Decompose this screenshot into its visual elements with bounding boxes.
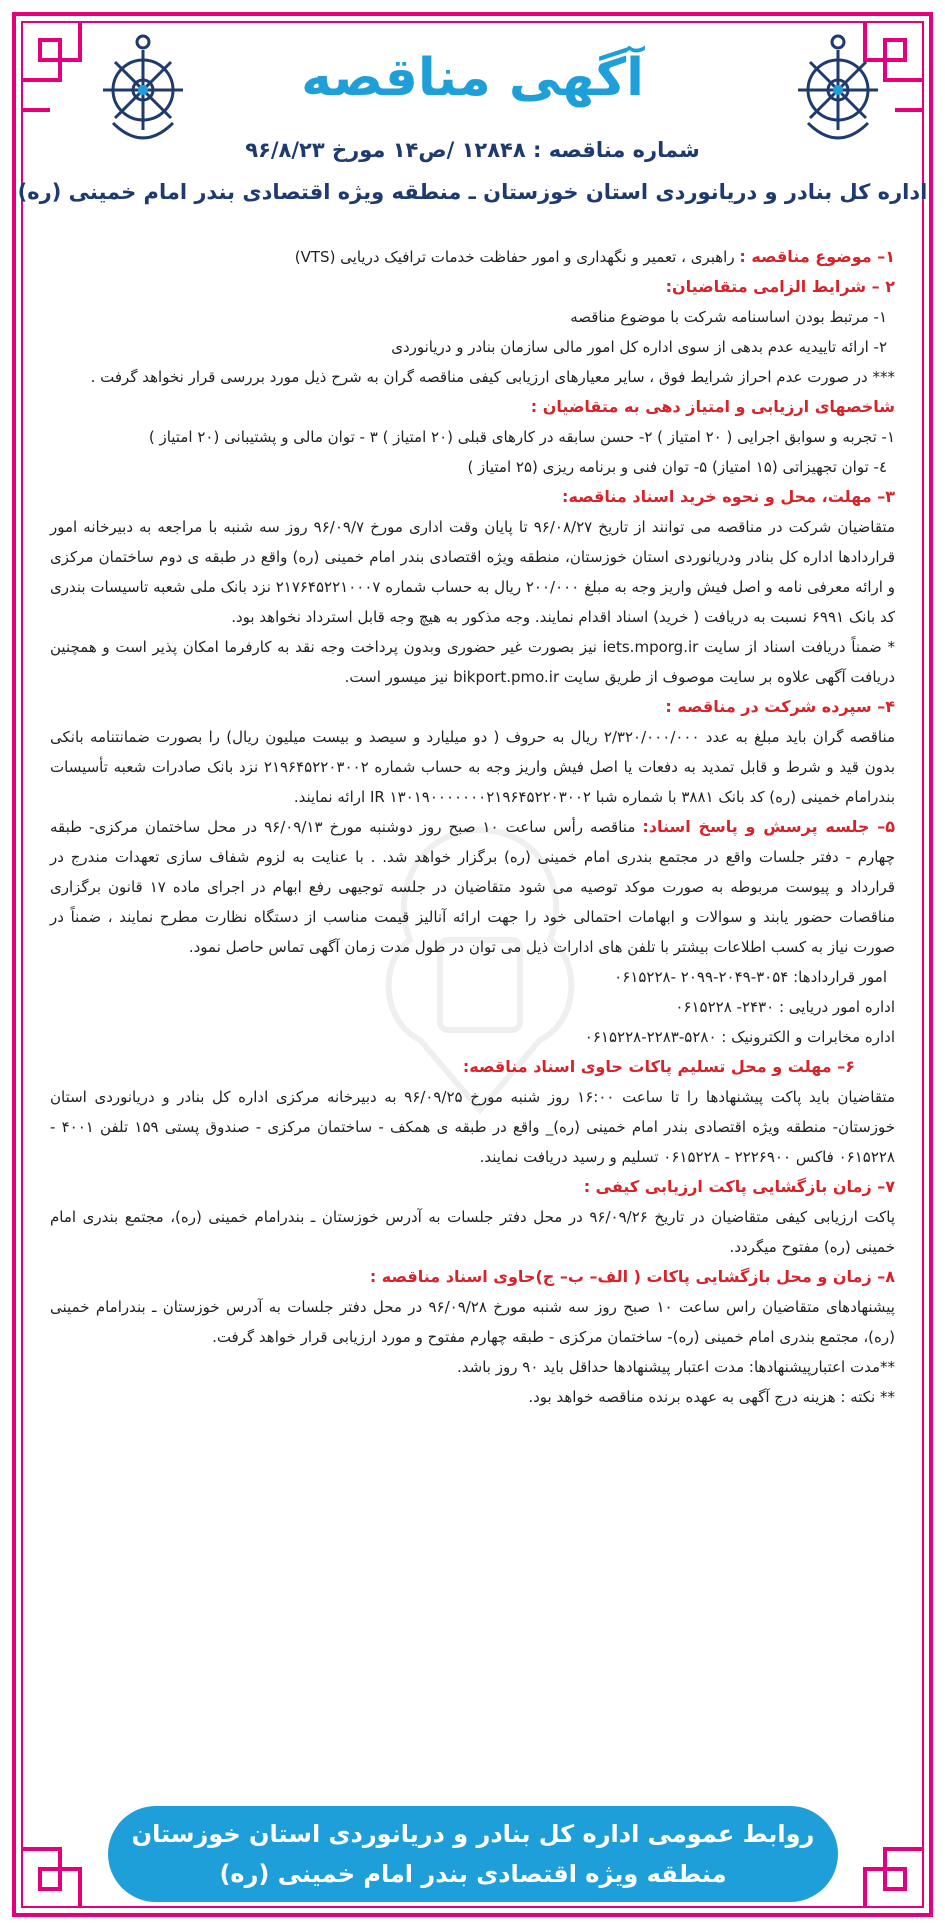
section-quality-opening-text: پاکت ارزیابی کیفی متقاضیان در تاریخ ۹۶/۰۹/۲۶ در محل دفتر جلسات به آدرس خوزستان ـ بندرامام خمینی (ره)، مجتمع بندری امام خمینی (ره) مفتوح میگردد. <box>50 1208 896 1256</box>
organization-name: اداره کل بنادر و دریانوردی استان خوزستان ـ منطقه ویژه اقتصادی بندر امام خمینی (ره) <box>17 180 928 204</box>
section-requirements-heading: ۲ – شرایط الزامی متقاضیان: <box>665 277 895 296</box>
phone-line: امور قراردادها: ۳۰۵۴-۲۰۴۹-۲۰۹۹ -۰۶۱۵۲۲۸ <box>614 968 887 986</box>
section-quality-opening-heading: ۷– زمان بازگشایی پاکت ارزیابی کیفی : <box>583 1177 895 1196</box>
requirements-note: *** در صورت عدم احراز شرایط فوق ، سایر معیارهای ارزیابی کیفی مناقصه گران به شرح ذیل مورد بررسی قرار نخواهد گرفت . <box>90 368 895 386</box>
section-meeting-heading: ۵– جلسه پرسش و پاسخ اسناد: <box>642 817 895 836</box>
cost-note: ** نکته : هزینه درج آگهی به عهده برنده مناقصه خواهد بود. <box>528 1388 895 1406</box>
section-deposit-heading: ۴– سپرده شرکت در مناقصه : <box>665 697 895 716</box>
footer-banner <box>108 1806 838 1902</box>
section-documents-heading: ۳– مهلت، محل و نحوه خرید اسناد مناقصه: <box>562 487 895 506</box>
section-opening-text: پیشنهادهای متقاضیان راس ساعت ۱۰ صبح روز سه شنبه مورخ ۹۶/۰۹/۲۸ در محل دفتر جلسات به آدرس خوزستان ـ بندرامام خمینی (ره)، مجتمع بندری امام خمینی (ره)- ساختمان مرکزی - طبقه چهارم مفتوح و مورد ارزیابی قرار خواهد گرفت. <box>50 1298 895 1346</box>
tender-body <box>50 242 895 1412</box>
tender-number: شماره مناقصه : ۱۲۸۴۸ /ص۱۴ مورخ ۹۶/۸/۲۳ <box>245 138 700 162</box>
section-subject <box>50 242 895 272</box>
section-subject-heading: ۱– موضوع مناقصه : <box>739 247 895 266</box>
phone-line: اداره امور دریایی : ۲۴۳۰- ۰۶۱۵۲۲۸ <box>675 998 895 1016</box>
footer-line-1: روابط عمومی اداره کل بنادر و دریانوردی استان خوزستان <box>131 1820 815 1848</box>
section-meeting <box>50 812 895 962</box>
requirement-item: ۲- ارائه تاییدیه عدم بدهی از سوی اداره کل امور مالی سازمان بنادر و دریانوردی <box>391 338 887 356</box>
section-documents-note: * ضمناً دریافت اسناد از سایت iets.mporg.ir نیز بصورت غیر حضوری وبدون پرداخت وجه نقد به کارفرما امکان پذیر است و همچنین دریافت آگهی علاوه بر سایت موصوف از طریق سایت bikport.pmo.ir نیز میسور است. <box>50 638 895 686</box>
criteria-line: ٤- توان تجهیزاتی (۱۵ امتیاز) ۵- توان فنی و برنامه ریزی (۲۵ امتیاز ) <box>467 458 887 476</box>
footer-line-2: منطقه ویژه اقتصادی بندر امام خمینی (ره) <box>219 1860 727 1888</box>
phone-line: اداره مخابرات و الکترونیک : ۵۲۸۰-۲۲۸۳-۰۶۱۵۲۲۸ <box>584 1028 895 1046</box>
section-meeting-text: مناقصه رأس ساعت ۱۰ صبح روز دوشنبه مورخ ۹۶/۰۹/۱۳ در محل ساختمان مرکزی- طبقه چهارم - دفتر جلسات واقع در مجتمع بندری امام خمینی (ره) برگزار خواهد شد. . با عنایت به لزوم شفاف سازی تعهدات مندرج در قرارداد و پیوست مربوطه به صورت موکد توصیه می شود متقاضیان در جلسه توجیهی رفع ابهام در اجرای ماده ۱۷ قانون برگزاری مناقصات حضور یابند و سوالات و ابهامات احتمالی خود را جهت ارائه آنالیز قیمت مناسب از دستگاه نظارت مطرح نمایند ، ضمناً در صورت نیاز به کسب اطلاعات بیشتر با تلفن های ادارات ذیل می توان در طول مدت زمان آگهی تماس حاصل نمود. <box>50 818 895 956</box>
requirement-item: ۱- مرتبط بودن اساسنامه شرکت با موضوع مناقصه <box>570 308 887 326</box>
criteria-heading: شاخصهای ارزیابی و امتیاز دهی به متقاضیان : <box>530 397 895 416</box>
validity-note: **مدت اعتبارپیشنهادها: مدت اعتبار پیشنهادها حداقل باید ۹۰ روز باشد. <box>457 1358 895 1376</box>
criteria-line: ۱- تجربه و سوابق اجرایی ( ۲۰ امتیاز ) ۲- حسن سابقه در کارهای قبلی (۲۰ امتیاز ) ۳ - توان مالی و پشتیبانی (۲۰ امتیاز ) <box>148 428 895 446</box>
section-submission-text: متقاضیان باید پاکت پیشنهادها را تا ساعت ۱۶:۰۰ روز شنبه مورخ ۹۶/۰۹/۲۵ به دبیرخانه مرکزی اداره کل بنادر و دریانوردی استان خوزستان- منطقه ویژه اقتصادی بندر امام خمینی (ره)_ واقع در طبقه ی همکف - ساختمان مرکزی - صندوق پستی ۱۵۹ تلفن ۴۰۰۱ - ۰۶۱۵۲۲۸ فاکس ۲۲۲۶۹۰۰ - ۰۶۱۵۲۲۸ تسلیم و رسید دریافت نمایند. <box>50 1088 896 1166</box>
section-opening-heading: ۸– زمان و محل بازگشایی پاکات ( الف– ب– ج)حاوی اسناد مناقصه : <box>369 1267 895 1286</box>
section-documents-text: متقاضیان شرکت در مناقصه می توانند از تاریخ ۹۶/۰۸/۲۷ تا پایان وقت اداری مورخ ۹۶/۰۹/۷ روز سه شنبه با مراجعه به دبیرخانه امور قراردادها اداره کل بنادر ودریانوردی استان خوزستان، منطقه ویژه اقتصادی بندر امام خمینی (ره) واقع در طبقه ی دوم ساختمان مرکزی و ارائه معرفی نامه و اصل فیش واریز وجه به مبلغ ۲۰۰/۰۰۰ ریال به حساب شماره ۲۱۷۶۴۵۲۲۱۰۰۰۷ نزد بانک ملی شعبه تاسیسات بندری کد بانک ۶۹۹۱ نسبت به دریافت ( خرید) اسناد اقدام نمایند. وجه مذکور به هیچ وجه قابل استرداد نخواهد بود. <box>50 518 896 626</box>
section-deposit-text: مناقصه گران باید مبلغ به عدد ۲/۳۲۰/۰۰۰/۰۰۰ ریال به حروف ( دو میلیارد و سیصد و بیست میلیون ریال) را بصورت ضمانتنامه بانکی بدون قید و شرط و قابل تمدید به دفعات یا اصل فیش واریز وجه به حساب شماره ۲۱۹۶۴۵۲۲۰۳۰۰۲ نزد بانک صادرات شعبه تأسیسات بندرامام خمینی (ره) کد بانک ۳۸۸۱ با شماره شبا IR ۱۳۰۱۹۰۰۰۰۰۰۰۲۱۹۶۴۵۲۲۰۳۰۰۲ ارائه نمایند. <box>50 728 895 806</box>
section-submission-heading: ۶– مهلت و محل تسلیم پاکات حاوی اسناد مناقصه: <box>462 1057 855 1076</box>
page-title: آگهی مناقصه <box>301 48 644 108</box>
section-subject-text: راهبری ، تعمیر و نگهداری و امور حفاظت خدمات ترافیک دریایی (VTS) <box>294 248 740 266</box>
